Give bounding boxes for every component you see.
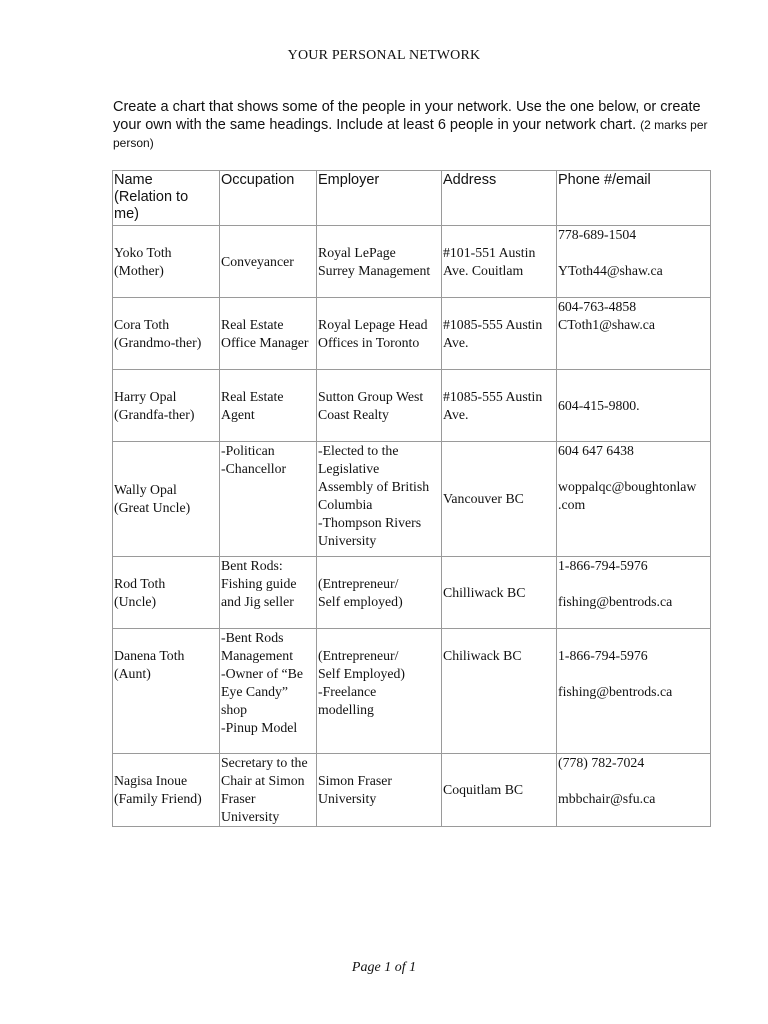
cell-employer: Royal Lepage Head Offices in Toronto [318,316,428,350]
header-row [113,171,711,226]
table-row [113,754,711,827]
header-employer: Employer [317,171,442,226]
table-row [113,629,711,754]
cell-name: Harry Opal (Grandfa-ther) [114,388,195,422]
cell-employer: -Elected to the Legislative Assembly of British Columbia -Thompson Rivers University [318,443,430,548]
cell-address: Chiliwack BC [443,648,522,663]
cell-address: #1085-555 Austin Ave. [443,388,543,422]
cell-occupation: -Bent Rods Management -Owner of “Be Eye Candy” shop -Pinup Model [221,630,303,735]
cell-employer: Royal LePage Surrey Management [318,244,431,278]
cell-occupation: Real Estate Agent [221,388,284,422]
cell-occupation: Bent Rods: Fishing guide and Jig seller [221,558,297,609]
cell-occupation: Conveyancer [221,253,294,269]
cell-contact: 604-763-4858 CToth1@shaw.ca [558,299,656,332]
header-name: Name (Relation to me) [113,171,220,226]
cell-name: Yoko Toth (Mother) [114,244,172,278]
cell-name: Nagisa Inoue (Family Friend) [114,773,202,806]
cell-occupation: -Politican -Chancellor [221,443,287,476]
cell-address: #101-551 Austin Ave. Couitlam [443,244,536,278]
cell-contact: 778-689-1504 YToth44@shaw.ca [558,227,663,278]
cell-occupation: Secretary to the Chair at Simon Fraser University [221,755,308,824]
table-row [113,442,711,557]
instructions-text: Create a chart that shows some of the people in your network. Use the one below, or create your own with the same headings. Include at least 6 people in your network chart. [113,99,701,133]
cell-contact: 604-415-9800. [558,397,640,413]
table-row [113,557,711,629]
cell-name: Danena Toth (Aunt) [114,648,185,681]
cell-contact: 1-866-794-5976 fishing@bentrods.ca [558,648,673,699]
cell-employer: (Entrepreneur/ Self Employed) -Freelance modelling [318,648,405,717]
table-row [113,226,711,298]
cell-contact: (778) 782-7024 mbbchair@sfu.ca [558,755,656,806]
cell-contact: 604 647 6438 woppalqc@boughtonlaw .com [558,443,697,512]
cell-contact: 1-866-794-5976 fishing@bentrods.ca [558,558,673,609]
instructions [113,98,713,152]
cell-occupation: Real Estate Office Manager [221,316,309,350]
cell-name: Wally Opal (Great Uncle) [114,482,191,515]
cell-address: Chilliwack BC [443,584,526,600]
cell-employer: Sutton Group West Coast Realty [318,388,424,422]
cell-employer: Simon Fraser University [318,773,392,806]
table-row [113,370,711,442]
cell-employer: (Entrepreneur/ Self employed) [318,575,403,609]
marks-note: (2 marks per person) [113,118,708,150]
network-table [112,170,711,827]
header-contact: Phone #/email [557,171,711,226]
cell-address: Coquitlam BC [443,782,524,797]
cell-name: Cora Toth (Grandmo-ther) [114,316,202,350]
document-title: YOUR PERSONAL NETWORK [287,48,481,63]
header-occupation: Occupation [220,171,317,226]
cell-address: Vancouver BC [443,491,524,506]
table-row [113,298,711,370]
cell-address: #1085-555 Austin Ave. [443,316,543,350]
header-address: Address [442,171,557,226]
cell-name: Rod Toth (Uncle) [114,575,166,609]
page-footer: Page 1 of 1 [351,960,417,975]
